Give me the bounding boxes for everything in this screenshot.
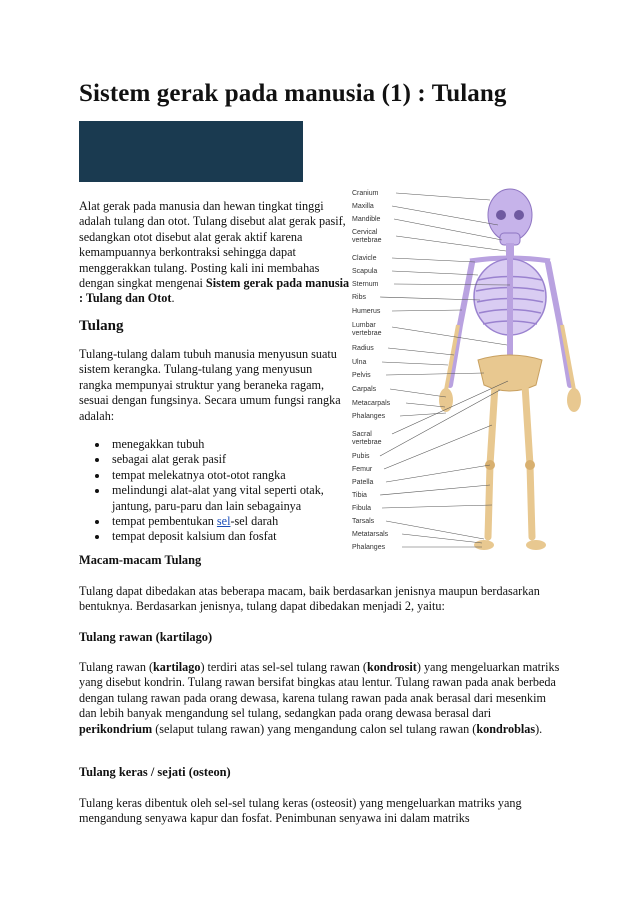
label-pubis: Pubis bbox=[352, 453, 370, 460]
banner-image bbox=[79, 121, 303, 182]
label-cranium: Cranium bbox=[352, 190, 379, 197]
list-item: sebagai alat gerak pasif bbox=[79, 452, 344, 467]
keras-heading: Tulang keras / sejati (osteon) bbox=[79, 765, 231, 779]
macam-paragraph: Tulang dapat dibedakan atas beberapa macam, baik berdasarkan jenisnya maupun berdasarkan bentuknya. Berdasarkan jenisnya, tulang dapat dibedakan menjadi 2, yaitu: bbox=[79, 584, 540, 614]
list-item: menegakkan tubuh bbox=[79, 437, 344, 452]
label-ulna: Ulna bbox=[352, 359, 367, 366]
list-item-text: -sel darah bbox=[230, 514, 279, 529]
label-phalanges: Phalanges bbox=[352, 413, 386, 420]
rawan-heading: Tulang rawan (kartilago) bbox=[79, 630, 213, 644]
tulang-paragraph: Tulang-tulang dalam tubuh manusia menyusun suatu sistem kerangka. Tulang-tulang yang menyusun rangka mempunyai struktur yang beraneka ragam, sesuai dengan fungsinya. Secara umum fungsi rangka adalah: bbox=[79, 347, 341, 423]
page-title: Sistem gerak pada manusia (1) : Tulang bbox=[79, 80, 507, 107]
label-radius: Radius bbox=[352, 345, 374, 352]
skeleton-illustration bbox=[350, 185, 600, 565]
macam-heading: Macam-macam Tulang bbox=[79, 553, 202, 567]
label-vertebrae: vertebrae bbox=[352, 237, 382, 244]
label-carpals: Carpals bbox=[352, 386, 377, 393]
list-item: tempat deposit kalsium dan fosfat bbox=[79, 529, 344, 544]
function-list bbox=[79, 437, 344, 545]
intro-bold: Sistem gerak pada manusia : Tulang dan Otot bbox=[79, 276, 350, 306]
label-vertebrae: vertebrae bbox=[352, 330, 382, 337]
label-clavicle: Clavicle bbox=[352, 255, 377, 262]
label-maxilla: Maxilla bbox=[352, 203, 374, 210]
label-tibia: Tibia bbox=[352, 492, 367, 499]
label-metatarsals: Metatarsals bbox=[352, 531, 389, 538]
label-sacral: Sacral bbox=[352, 431, 372, 438]
label-lumbar: Lumbar bbox=[352, 322, 376, 329]
intro-paragraph bbox=[79, 199, 354, 307]
label-phalanges: Phalanges bbox=[352, 544, 386, 551]
skeleton-figure bbox=[439, 189, 581, 550]
label-scapula: Scapula bbox=[352, 268, 378, 275]
label-metacarpals: Metacarpals bbox=[352, 400, 391, 407]
label-tarsals: Tarsals bbox=[352, 518, 375, 525]
label-ribs: Ribs bbox=[352, 294, 367, 301]
list-item: melindungi alat-alat yang vital seperti otak, jantung, paru-paru dan lain sebagainya bbox=[79, 483, 344, 514]
intro-end: . bbox=[171, 291, 175, 306]
list-item bbox=[79, 514, 344, 529]
label-femur: Femur bbox=[352, 466, 373, 473]
label-cervical: Cervical bbox=[352, 229, 378, 236]
sel-link[interactable]: sel bbox=[216, 514, 231, 529]
skeleton-labels bbox=[352, 190, 391, 551]
label-pelvis: Pelvis bbox=[352, 372, 371, 379]
label-fibula: Fibula bbox=[352, 505, 372, 512]
list-item: tempat melekatnya otot-otot rangka bbox=[79, 468, 344, 483]
label-sternum: Sternum bbox=[352, 281, 379, 288]
rawan-paragraph: Tulang rawan (kartilago) terdiri atas sel-sel tulang rawan (kondrosit) yang mengeluarkan matriks yang disebut kondrin. Tulang rawan bersifat bingkas atau lentur. Tulang rawan pada anak berbeda dengan tulang rawan pada orang dewasa, karena tulang rawan pada anak berasal dari mesenkim dan lebih banyak mengandung sel tulang, sedangkan pada orang dewasa berasal dari perikondrium (selaput tulang rawan) yang mengandung calon sel tulang rawan (kondroblas). bbox=[79, 660, 560, 736]
list-item-text: tempat pembentukan bbox=[112, 514, 217, 529]
label-humerus: Humerus bbox=[352, 308, 381, 315]
label-mandible: Mandible bbox=[352, 216, 381, 223]
label-vertebrae: vertebrae bbox=[352, 439, 382, 446]
label-patella: Patella bbox=[352, 479, 374, 486]
keras-paragraph: Tulang keras dibentuk oleh sel-sel tulang keras (osteosit) yang mengeluarkan matriks yang mengandung senyawa kapur dan fosfat. Penimbunan senyawa ini dalam matriks bbox=[79, 796, 522, 826]
intro-text: Alat gerak pada manusia dan hewan tingkat tinggi adalah tulang dan otot. Tulang disebut alat gerak pasif, sedangkan otot disebut alat gerak aktif karena kemampuannya berkontraksi sehingga dapat menggerakkan tulang. Posting kali ini membahas dengan singkat mengenai bbox=[79, 199, 346, 291]
section-heading-tulang: Tulang bbox=[79, 318, 124, 334]
